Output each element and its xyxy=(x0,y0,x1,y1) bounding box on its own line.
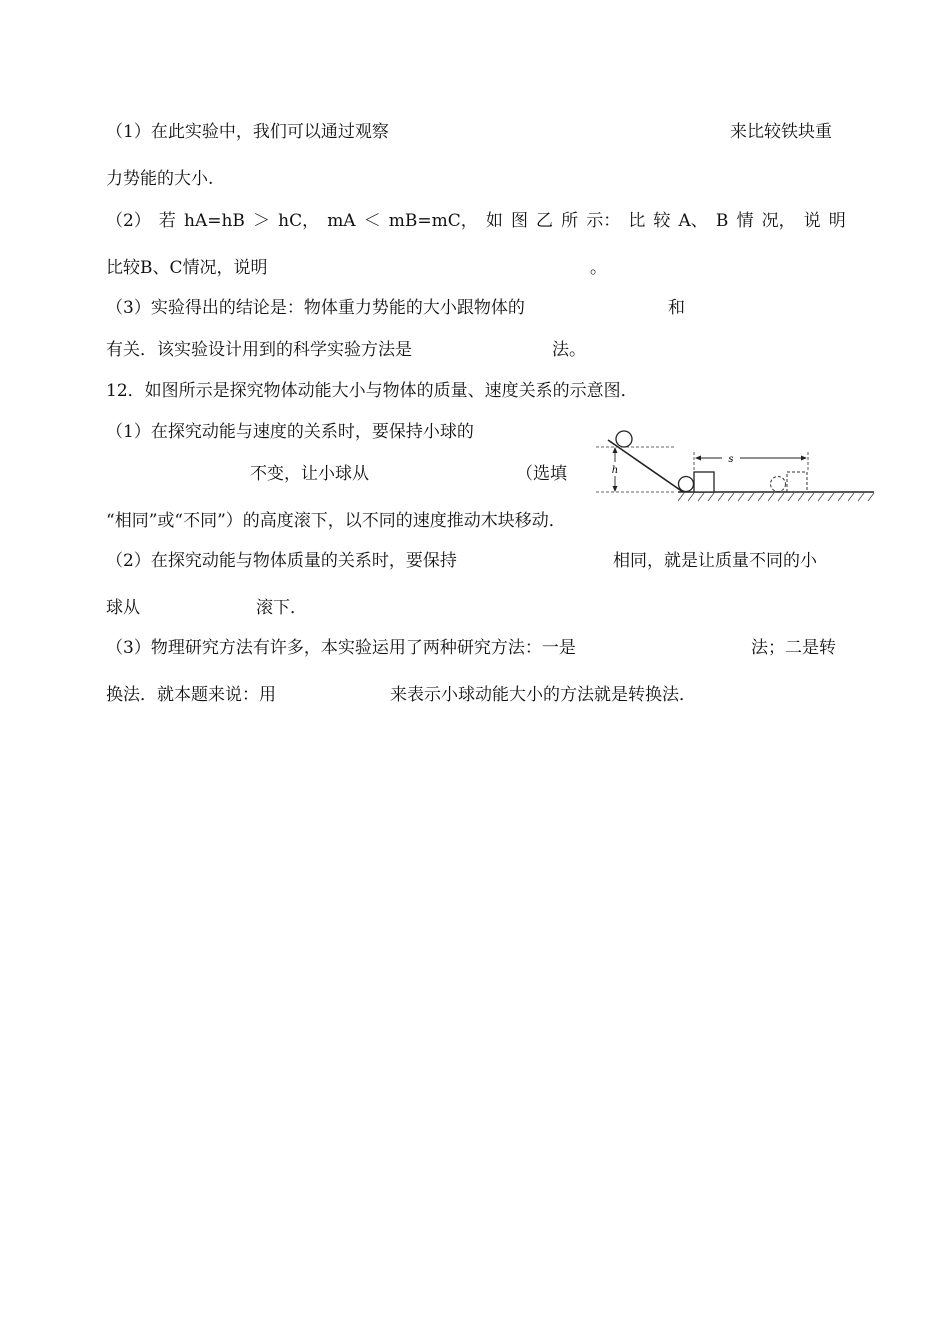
q11-p2-token: 况， xyxy=(761,211,796,231)
q11-p2-token: 明 xyxy=(828,211,846,231)
q11-p2-line1 xyxy=(106,210,846,232)
ground-hatching xyxy=(678,493,874,501)
q11-p2-token: ＞ xyxy=(253,211,271,231)
q12-p3-line2-a: 换法．就本题来说：用 xyxy=(106,685,276,705)
h-label: h xyxy=(611,465,619,476)
q11-p1-line1-a: （1）在此实验中，我们可以通过观察 xyxy=(106,122,389,142)
q11-p2-token: （2） xyxy=(106,211,151,231)
q11-p2-token: 示： xyxy=(586,211,621,231)
q11-p3-line2-a: 有关．该实验设计用到的科学实验方法是 xyxy=(106,340,412,360)
q12-p1-line3: “相同”或“不同”）的高度滚下，以不同的速度推动木块移动． xyxy=(106,511,566,531)
q11-p2-token: ＜ xyxy=(363,211,381,231)
q11-p2-token: hC， xyxy=(278,211,320,231)
q12-p2-line1-a: （2）在探究动能与物体质量的关系时，要保持 xyxy=(106,551,457,571)
q11-p2-token: 所 xyxy=(561,211,579,231)
q11-p1-line2: 力势能的大小. xyxy=(106,169,214,189)
q12-p2-line1-b: 相同，就是让质量不同的小 xyxy=(613,551,817,571)
q11-p2-token: 乙 xyxy=(536,211,554,231)
q11-p2-token: 若 xyxy=(158,211,176,231)
wood-block xyxy=(694,472,714,492)
q11-p2-token: 图 xyxy=(510,211,528,231)
q11-p2-token: 情 xyxy=(736,211,754,231)
s-label: s xyxy=(728,454,734,465)
q12-p3-line1-a: （3）物理研究方法有许多，本实验运用了两种研究方法：一是 xyxy=(106,638,576,658)
q11-p2-token: 较 xyxy=(653,211,671,231)
ball-bottom xyxy=(679,477,694,492)
q11-p3-line1-b: 和 xyxy=(668,298,685,318)
q11-p2-line2-a: 比较B、C情况，说明 xyxy=(106,258,268,278)
block-moved xyxy=(787,472,807,492)
q11-p2-token: 比 xyxy=(628,211,646,231)
q12-title: 12．如图所示是探究物体动能大小与物体的质量、速度关系的示意图． xyxy=(106,381,638,401)
q11-p2-token: B xyxy=(715,211,729,231)
q11-p2-token: 说 xyxy=(803,211,821,231)
q12-p1-line1: （1）在探究动能与速度的关系时，要保持小球的 xyxy=(106,422,474,442)
q11-p2-token: hA=hB xyxy=(184,211,245,231)
q11-p3-line2-b: 法。 xyxy=(552,340,586,360)
ball-moved xyxy=(771,477,786,492)
ramp-diagram xyxy=(590,420,880,510)
q12-p3-line2-b: 来表示小球动能大小的方法就是转换法． xyxy=(390,685,696,705)
q11-p1-line1-b: 来比较铁块重 xyxy=(730,122,832,142)
q12-p2-line2-a: 球从 xyxy=(106,598,140,618)
q11-p2-line2-b: 。 xyxy=(590,258,607,278)
ball-top xyxy=(616,431,632,447)
q11-p2-token: mB=mC， xyxy=(388,211,478,231)
q11-p2-token: A、 xyxy=(678,211,708,231)
q12-p1-line2-b: （选填 xyxy=(516,464,567,484)
q12-p1-line2-a: 不变，让小球从 xyxy=(250,464,369,484)
q11-p3-line1-a: （3）实验得出的结论是：物体重力势能的大小跟物体的 xyxy=(106,298,525,318)
q11-p2-token: mA xyxy=(327,211,356,231)
q12-p2-line2-b: 滚下． xyxy=(256,598,307,618)
q11-p2-token: 如 xyxy=(485,211,503,231)
q12-p3-line1-b: 法；二是转 xyxy=(751,638,836,658)
